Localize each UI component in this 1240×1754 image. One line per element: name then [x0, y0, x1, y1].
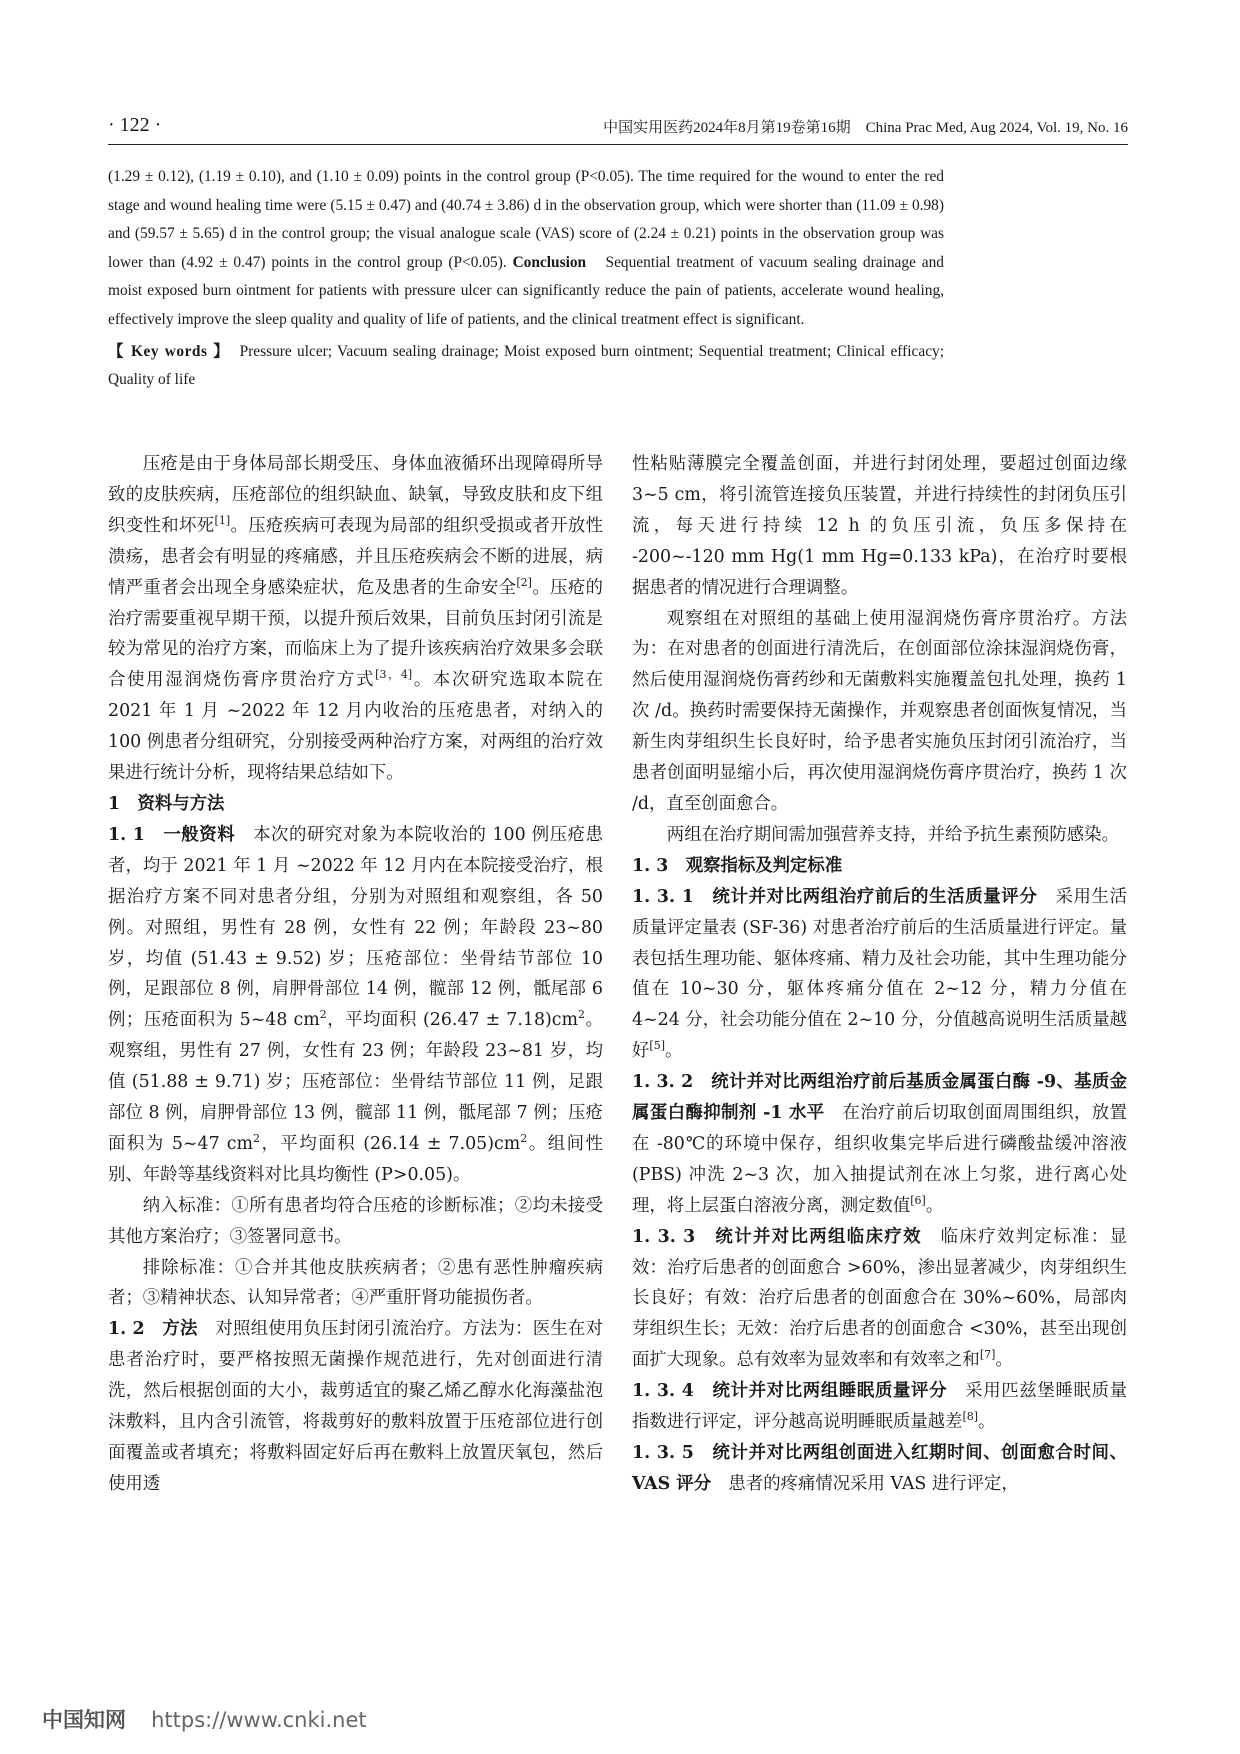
subsection-heading: 1. 3. 3 统计并对比两组临床疗效 [632, 1226, 922, 1247]
subsection-heading-1-3: 1. 3 观察指标及判定标准 [632, 855, 843, 876]
body-text: 采用匹兹堡睡眠质量指数进行评定，评分越高说明睡眠质量越差 [632, 1381, 1127, 1433]
body-text: 本次的研究对象为本院收治的 100 例压疮患者，均于 2021 年 1 月 ~2022 年 12 月内在本院接受治疗，根据治疗方案不同对患者分组，分别为对照组和观察组，各 50 例。对照组，男性有 28 例，女性有 22 例；年龄段 23~80 岁，均值 (51.43 ± 9.52) 岁；压疮部位：坐骨结节部位 10 例，足跟部位 8 例，肩胛骨部位 14 例，髋部 12 例，骶尾部 6 例；压疮面积为 5~48 cm [108, 824, 603, 1031]
subsection-heading: 1. 3. 4 统计并对比两组睡眠质量评分 [632, 1381, 948, 1402]
subsection-1-3-3 [632, 1222, 1127, 1377]
subsection-1-2 [108, 1314, 603, 1499]
subsection-1-3-1 [632, 882, 1127, 1067]
body-text: 。 [925, 1195, 944, 1216]
cnki-footer [42, 1704, 367, 1738]
reference-marker[interactable]: [2] [516, 575, 532, 589]
subsection-heading: 1. 3. 2 统计并对比两组治疗前后基质金属蛋白酶 -9、基质金属蛋白酶抑制剂 -1 水平 [632, 1072, 1127, 1124]
running-header [108, 114, 1128, 145]
intro-text-1: 压疮是由于身体局部长期受压、身体血液循环出现障碍所导致的皮肤疾病，压疮部位的组织缺血、缺氧，导致皮肤和皮下组织变性和坏死 [108, 454, 603, 536]
superscript: 2 [319, 1008, 327, 1022]
superscript: 2 [520, 1132, 528, 1146]
right-column [632, 449, 1127, 1500]
reference-marker[interactable]: [6] [910, 1193, 926, 1207]
body-text: ，平均面积 (26.14 ± 7.05)cm [259, 1133, 521, 1154]
body-text: 。组间性别、年龄等基线资料对比具均衡性 (P>0.05)。 [108, 1133, 603, 1185]
abstract-results-text: (1.29 ± 0.12), (1.19 ± 0.10), and (1.10 ± 0.09) points in the control group (P<0.05). The time required for the wound to enter the red stage and wound healing time were (5.15 ± 0.47) and (40.74 ± 3.86) d in the observation group, which were shorter than (11.09 ± 0.98) and (59.57 ± 5.65) d in the control group; the visual analogue scale (VAS) score of (2.24 ± 0.21) points in the observation group was lower than (4.92 ± 0.47) points in the control group (P<0.05). [108, 168, 944, 271]
inclusion-criteria: 纳入标准：①所有患者均符合压疮的诊断标准；②均未接受其他方案治疗；③签署同意书。 [108, 1195, 603, 1247]
left-column [108, 449, 603, 1500]
reference-marker[interactable]: [3，4] [375, 668, 413, 682]
intro-text-3: 。压疮的治疗需要重视早期干预，以提升预后效果，目前负压封闭引流是较为常见的治疗方案，而临床上为了提升该疾病治疗效果多会联合使用湿润烧伤膏序贯治疗方式 [108, 577, 603, 691]
page-number: · 122 · [108, 114, 162, 136]
body-text: 。 [665, 1041, 683, 1062]
english-abstract [108, 163, 944, 395]
superscript: 2 [578, 1008, 586, 1022]
subsection-heading: 1. 2 方法 [108, 1319, 198, 1340]
subsection-1-1 [108, 820, 603, 1191]
intro-paragraph [108, 449, 603, 789]
both-groups-paragraph: 两组在治疗期间需加强营养支持，并给予抗生素预防感染。 [666, 824, 1119, 845]
subsection-1-3-2 [632, 1067, 1127, 1222]
keywords-paragraph [108, 338, 944, 395]
body-text: ，平均面积 (26.47 ± 7.18)cm [326, 1010, 579, 1031]
subsection-heading: 1. 3. 1 统计并对比两组治疗前后的生活质量评分 [632, 886, 1038, 907]
reference-marker[interactable]: [8] [962, 1410, 979, 1424]
body-text: 采用生活质量评定量表 (SF-36) 对患者治疗前后的生活质量进行评定。量表包括生理功能、躯体疼痛、精力及社会功能，其中生理功能分值在 10~30 分，躯体疼痛分值在 2~12 分，精力分值在 4~24 分，社会功能分值在 2~10 分，分值越高说明生活质量越好 [632, 886, 1127, 1062]
superscript: 2 [252, 1132, 260, 1146]
continued-paragraph: 性粘贴薄膜完全覆盖创面，并进行封闭处理，要超过创面边缘 3~5 cm，将引流管连接负压装置，并进行持续性的封闭负压引流，每天进行持续 12 h 的负压引流，负压多保持在 -200~-120 mm Hg(1 mm Hg=0.133 kPa)，在治疗时要根据患者的情况进行合理调整。 [632, 454, 1127, 598]
intro-text-4: 。本次研究选取本院在 2021 年 1 月 ~2022 年 12 月内收治的压疮患者，对纳入的 100 例患者分组研究，分别接受两种治疗方案，对两组的治疗效果进行统计分析，现将结果总结如下。 [108, 670, 603, 784]
keywords-text: Pressure ulcer; Vacuum sealing drainage; Moist exposed burn ointment; Sequential treatment; Clinical efficacy; Quality of life [108, 342, 944, 389]
body-text: 。 [978, 1412, 996, 1433]
section-heading-1: 1 资料与方法 [108, 793, 225, 814]
body-text: 在治疗前后切取创面周围组织，放置在 -80℃的环境中保存，组织收集完毕后进行磷酸盐缓冲溶液 (PBS) 冲洗 2~3 次，加入抽提试剂在冰上匀浆，进行离心处理，将上层蛋白溶液分离，测定数值 [632, 1103, 1127, 1216]
cnki-logo: 中国知网 [42, 1708, 126, 1732]
subsection-1-3-5 [632, 1438, 1127, 1500]
conclusion-text: Sequential treatment of vacuum sealing drainage and moist exposed burn ointment for patients with pressure ulcer can significantly reduce the pain of patients, accelerate wound healing, effectively improve the sleep quality and quality of life of patients, and the clinical treatment effect is significant. [108, 253, 944, 328]
body-text: 。观察组，男性有 27 例，女性有 23 例；年龄段 23~81 岁，均值 (51.88 ± 9.71) 岁；压疮部位：坐骨结节部位 11 例，足跟部位 8 例，肩胛骨部位 13 例，髋部 11 例，骶尾部 7 例；压疮面积为 5~47 cm [108, 1010, 603, 1154]
conclusion-label: Conclusion [512, 253, 587, 271]
subsection-heading: 1. 1 一般资料 [108, 824, 236, 845]
cnki-url-link[interactable]: https://www.cnki.net [151, 1708, 367, 1732]
intro-text-2: 。压疮疾病可表现为局部的组织受损或者开放性溃疡，患者会有明显的疼痛感，并且压疮疾病会不断的进展，病情严重者会出现全身感染症状，危及患者的生命安全 [108, 515, 603, 598]
body-text: 患者的疼痛情况采用 VAS 进行评定， [711, 1473, 1019, 1494]
reference-marker[interactable]: [5] [649, 1039, 665, 1053]
body-text: 对照组使用负压封闭引流治疗。方法为：医生在对患者治疗时，要严格按照无菌操作规范进行，先对创面进行清洗，然后根据创面的大小，裁剪适宜的聚乙烯乙醇水化海藻盐泡沫敷料，且内含引流管，将裁剪好的敷料放置于压疮部位进行创面覆盖或者填充；将敷料固定好后再在敷料上放置厌氧包，然后使用透 [108, 1319, 603, 1494]
observation-group-paragraph: 观察组在对照组的基础上使用湿润烧伤膏序贯治疗。方法为：在对患者的创面进行清洗后，在创面部位涂抹湿润烧伤膏，然后使用湿润烧伤膏药纱和无菌敷料实施覆盖包扎处理，换药 1 次 /d。换药时需要保持无菌操作，并观察患者创面恢复情况，当新生肉芽组织生长良好时，给予患者实施负压封闭引流治疗，当患者创面明显缩小后，再次使用湿润烧伤膏序贯治疗，换药 1 次 /d，直至创面愈合。 [632, 608, 1127, 814]
reference-marker[interactable]: [7] [979, 1348, 996, 1362]
body-text: 。 [995, 1350, 1013, 1371]
reference-marker[interactable]: [1] [214, 514, 231, 528]
body-text: 临床疗效判定标准：显效：治疗后患者的创面愈合 >60%，渗出显著减少，肉芽组织生长良好；有效：治疗后患者的创面愈合在 30%~60%，局部肉芽组织生长；无效：治疗后患者的创面愈合 <30%，甚至出现创面扩大现象。总有效率为显效率和有效率之和 [632, 1226, 1127, 1371]
exclusion-criteria: 排除标准：①合并其他皮肤疾病者；②患有恶性肿瘤疾病者；③精神状态、认知异常者；④严重肝肾功能损伤者。 [108, 1257, 603, 1309]
keywords-label: 【 Key words 】 [108, 342, 223, 360]
subsection-heading: 1. 3. 5 统计并对比两组创面进入红期时间、创面愈合时间、VAS 评分 [632, 1443, 1127, 1494]
journal-citation-line: 中国实用医药2024年8月第19卷第16期 China Prac Med, Aug 2024, Vol. 19, No. 16 [603, 120, 1128, 136]
subsection-1-3-4 [632, 1376, 1127, 1438]
abstract-paragraph [108, 163, 944, 335]
